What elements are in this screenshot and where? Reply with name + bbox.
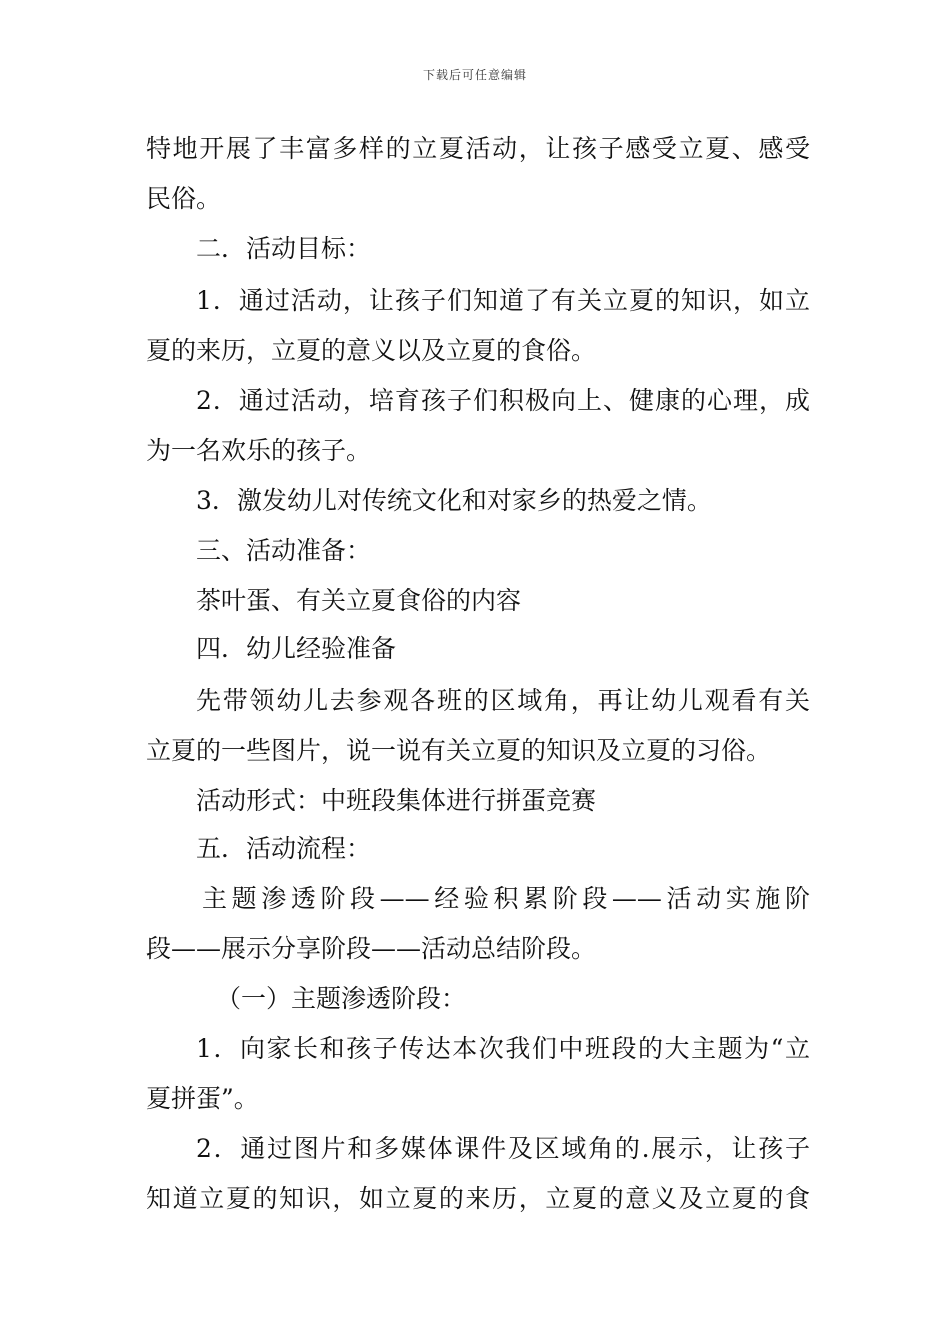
- section-heading: 二．活动目标：: [196, 234, 372, 263]
- section-heading: 五．活动流程：: [196, 834, 372, 863]
- body-line: 夏的来历，立夏的意义以及立夏的食俗。: [146, 336, 597, 365]
- body-line: 1．通过活动，让孩子们知道了有关立夏的知识，如立: [196, 286, 810, 315]
- body-line: 3．激发幼儿对传统文化和对家乡的热爱之情。: [196, 486, 712, 515]
- body-line: 2．通过活动，培育孩子们积极向上、健康的心理，成: [196, 386, 810, 415]
- body-line: 段——展示分享阶段——活动总结阶段。: [146, 934, 597, 963]
- body-line: 为一名欢乐的孩子。: [146, 436, 372, 465]
- body-line: 2．通过图片和多媒体课件及区域角的.展示，让孩子: [196, 1134, 810, 1163]
- section-heading: 四．幼儿经验准备: [196, 634, 397, 663]
- body-line: 先带领幼儿去参观各班的区域角，再让幼儿观看有关: [196, 686, 810, 715]
- body-line: 特地开展了丰富多样的立夏活动，让孩子感受立夏、感受: [146, 134, 810, 163]
- body-line: 夏拼蛋”。: [146, 1084, 259, 1113]
- body-line: 民俗。: [146, 184, 222, 213]
- body-line: 茶叶蛋、有关立夏食俗的内容: [196, 586, 522, 615]
- page-header: 下载后可任意编辑: [422, 68, 527, 82]
- body-line: 知道立夏的知识，如立夏的来历，立夏的意义及立夏的食: [146, 1184, 810, 1213]
- body-line: 主题渗透阶段——经验积累阶段——活动实施阶: [202, 884, 810, 913]
- body-line: 1．向家长和孩子传达本次我们中班段的大主题为“立: [196, 1034, 810, 1063]
- body-line: 立夏的一些图片，说一说有关立夏的知识及立夏的习俗。: [146, 736, 772, 765]
- section-heading: 三、活动准备：: [196, 536, 372, 565]
- subsection-heading: （一）主题渗透阶段：: [216, 984, 467, 1013]
- body-line: 活动形式：中班段集体进行拼蛋竞赛: [196, 786, 597, 815]
